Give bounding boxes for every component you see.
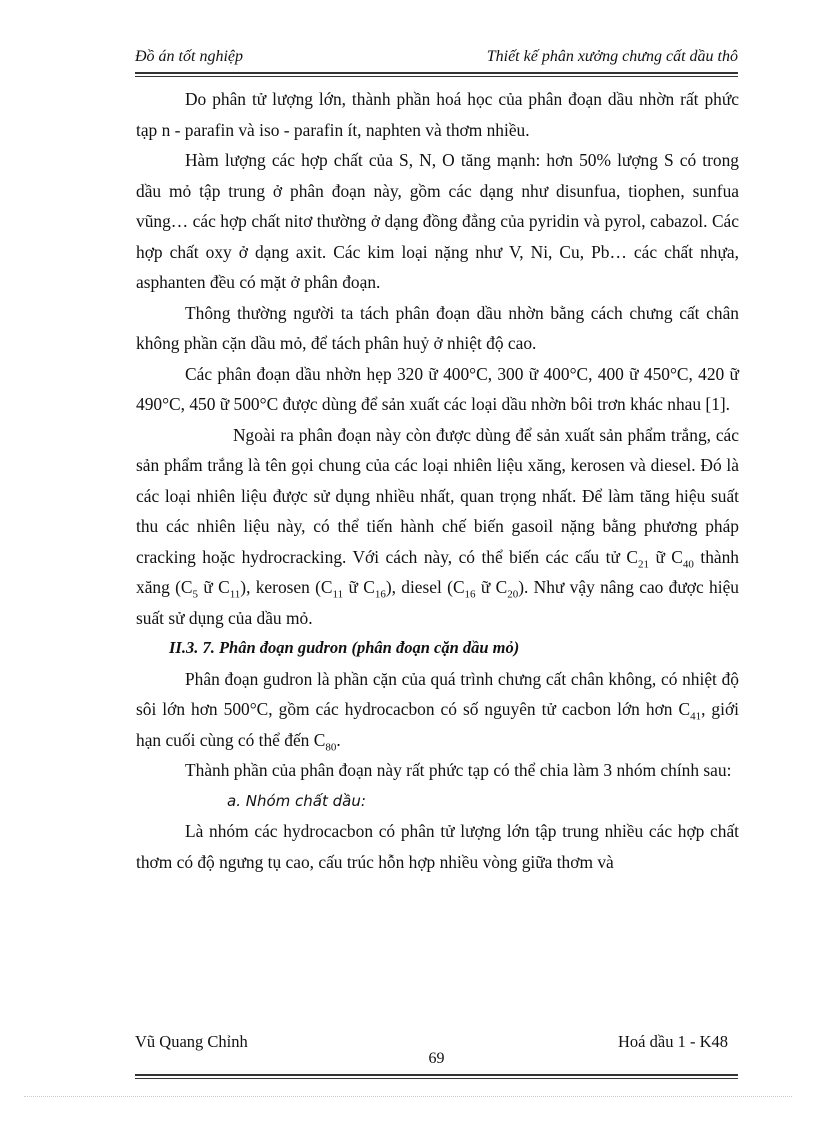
page-header	[135, 48, 738, 72]
paragraph-2: Hàm lượng các hợp chất của S, N, O tăng mạnh: hơn 50% lượng S có trong dầu mỏ tập trung ở phân đoạn này, gồm các dạng như disunfua, tiophen, sunfua vũng… các hợp chất nitơ thường ở dạng đồng đẳng của pyridin và pyrol, cabazol. Các hợp chất oxy ở dạng axit. Các kim loại nặng như V, Ni, Cu, Pb… các chất nhựa, asphanten đều có mặt ở phân đoạn.	[136, 150, 739, 292]
footer-class: Hoá dầu 1 - K48	[618, 1032, 728, 1051]
paragraph-1: Do phân tử lượng lớn, thành phần hoá học của phân đoạn dầu nhờn rất phức tạp n - parafin và iso - parafin ít, naphten và thơm nhiều.	[136, 89, 739, 140]
paragraph-4: Các phân đoạn dầu nhờn hẹp 320 ữ 400°C, 300 ữ 400°C, 400 ữ 450°C, 420 ữ 490°C, 450 ữ 500°C được dùng để sản xuất các loại dầu nhờn bôi trơn khác nhau [1].	[136, 363, 739, 414]
page-edge-divider	[24, 1096, 792, 1097]
header-left-title: Đồ án tốt nghiệp	[135, 48, 243, 65]
footer-rule	[135, 1074, 738, 1076]
document-body	[136, 84, 739, 877]
paragraph-6: Phân đoạn gudron là phần cặn của quá trình chưng cất chân không, có nhiệt độ sôi lớn hơn 500°C, gồm các hydrocacbon có số nguyên tử cacbon lớn hơn $C_{41}$, giới hạn cuối cùng có thể đến $C_{80}$.	[136, 668, 739, 753]
paragraph-3: Thông thường người ta tách phân đoạn dầu nhờn bằng cách chưng cất chân không phần cặn dầu mỏ, để tách phân huỷ ở nhiệt độ cao.	[136, 302, 739, 353]
header-rule	[135, 72, 738, 74]
header-rule-thin	[135, 76, 738, 77]
paragraph-8: Là nhóm các hydrocacbon có phân tử lượng lớn tập trung nhiều các hợp chất thơm có độ ngưng tụ cao, cấu trúc hỗn hợp nhiều vòng giữa thơm và	[136, 821, 739, 872]
paragraph-5: Ngoài ra phân đoạn này còn được dùng để sản xuất sản phẩm trắng, các sản phẩm trắng là tên gọi chung của các loại nhiên liệu xăng, kerosen và diesel. Đó là các loại nhiên liệu được sử dụng nhiều nhất, quan trọng nhất. Để làm tăng hiệu suất thu các nhiên liệu này, có thể tiến hành chế biến gasoil nặng bằng phương pháp cracking hoặc hydrocracking. Với cách này, có thể biến các cấu tử $C_{21}$ ữ $C_{40}$ thành xăng ($C_5$ ữ $C_{11}$), kerosen ($C_{11}$ ữ $C_{16}$), diesel ($C_{16}$ ữ $C_{20}$). Như vậy nâng cao được hiệu suất sử dụng của dầu mỏ.	[136, 424, 740, 628]
footer-rule-thin	[135, 1078, 738, 1079]
paragraph-7: Thành phần của phân đoạn này rất phức tạp có thể chia làm 3 nhóm chính sau:	[185, 760, 732, 780]
sub-heading: a. Nhóm chất dầu:	[227, 791, 366, 810]
footer-author: Vũ Quang Chỉnh	[135, 1032, 248, 1051]
page-number: 69	[428, 1050, 445, 1067]
header-right-title: Thiết kế phân xưởng chưng cất dầu thô	[486, 48, 738, 65]
section-heading: II.3. 7. Phân đoạn gudron (phân đoạn cặn dầu mỏ)	[169, 638, 520, 657]
